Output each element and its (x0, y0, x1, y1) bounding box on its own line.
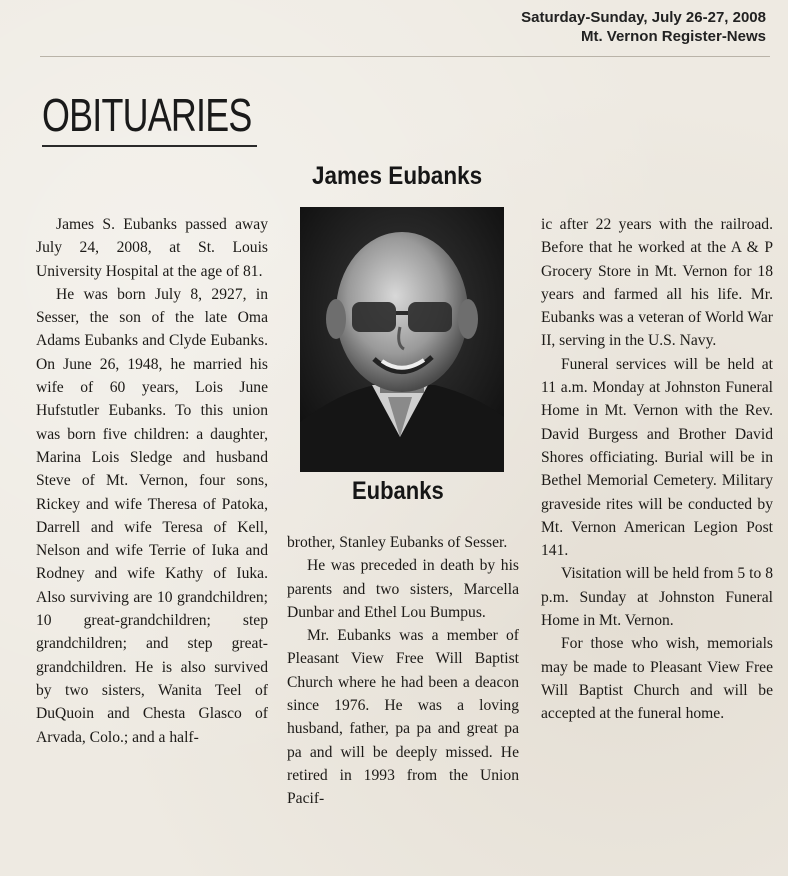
portrait-illustration (300, 207, 504, 472)
masthead (521, 8, 766, 46)
article-column-3 (541, 213, 773, 726)
masthead-date: Saturday-Sunday, July 26-27, 2008 (521, 9, 766, 26)
portrait-photo (300, 207, 504, 472)
article-column-2 (287, 531, 519, 811)
paragraph: He was preceded in death by his parents and two sisters, Marcella Dunbar and Ethel Lou Bumpus. (287, 557, 519, 621)
photo-caption: Eubanks (352, 477, 444, 505)
paragraph: Funeral services will be held at 11 a.m. Monday at Johnston Funeral Home in Mt. Vernon with the Rev. David Burgess and Brother David Shores officiating. Burial will be in Bethel Memorial Cemetery. Military graveside rites will be conducted by Mt. Vernon American Legion Post 141. (541, 355, 773, 560)
paragraph: For those who wish, memorials may be made to Pleasant View Free Will Baptist Church and will be accepted at the funeral home. (541, 635, 773, 723)
masthead-paper-name: Mt. Vernon Register-News (580, 28, 766, 45)
paragraph: Mr. Eubanks was a member of Pleasant View Free Will Baptist Church where he had been a deacon since 1976. He was a loving husband, father, pa pa and great pa pa and will be deeply missed. He retired in 1993 from the Union Pacif- (287, 627, 519, 808)
paragraph: Visitation will be held from 5 to 8 p.m. Sunday at Johnston Funeral Home in Mt. Vernon. (541, 565, 773, 630)
paragraph: He was born July 8, 2927, in Sesser, the son of the late Oma Adams Eubanks and Clyde Eubanks. On June 26, 1948, he married his wife of 60 years, Lois June Hufstutler Eubanks. To this union was born five children: a daughter, Marina Lois Sledge and husband Steve of Mt. Vernon, four sons, Rickey and wife Theresa of Patoka, Darrell and wife Teresa of Kell, Nelson and wife Terrie of Iuka and Rodney and wife Kathy of Iuka. Also surviving are 10 grandchildren; 10 great-grandchildren; step grandchildren; and step great-grandchildren. He is also survived by two sisters, Wanita Teel of DuQuoin and Chesta Glasco of Arvada, Colo.; and a half- (36, 285, 268, 746)
top-rule (40, 56, 770, 57)
paragraph: ic after 22 years with the railroad. Before that he worked at the A & P Grocery Store in Mt. Vernon for 18 years and farmed all his life. Mr. Eubanks was a veteran of World War II, serving in the U.S. Navy. (541, 216, 773, 350)
paragraph: James S. Eubanks passed away July 24, 2008, at St. Louis University Hospital at the age of 81. (36, 216, 268, 280)
article-column-1 (36, 213, 268, 749)
section-title-underline (42, 145, 257, 147)
paragraph: brother, Stanley Eubanks of Sesser. (287, 534, 508, 551)
section-title: OBITUARIES (42, 89, 252, 141)
article-headline: James Eubanks (312, 162, 483, 190)
